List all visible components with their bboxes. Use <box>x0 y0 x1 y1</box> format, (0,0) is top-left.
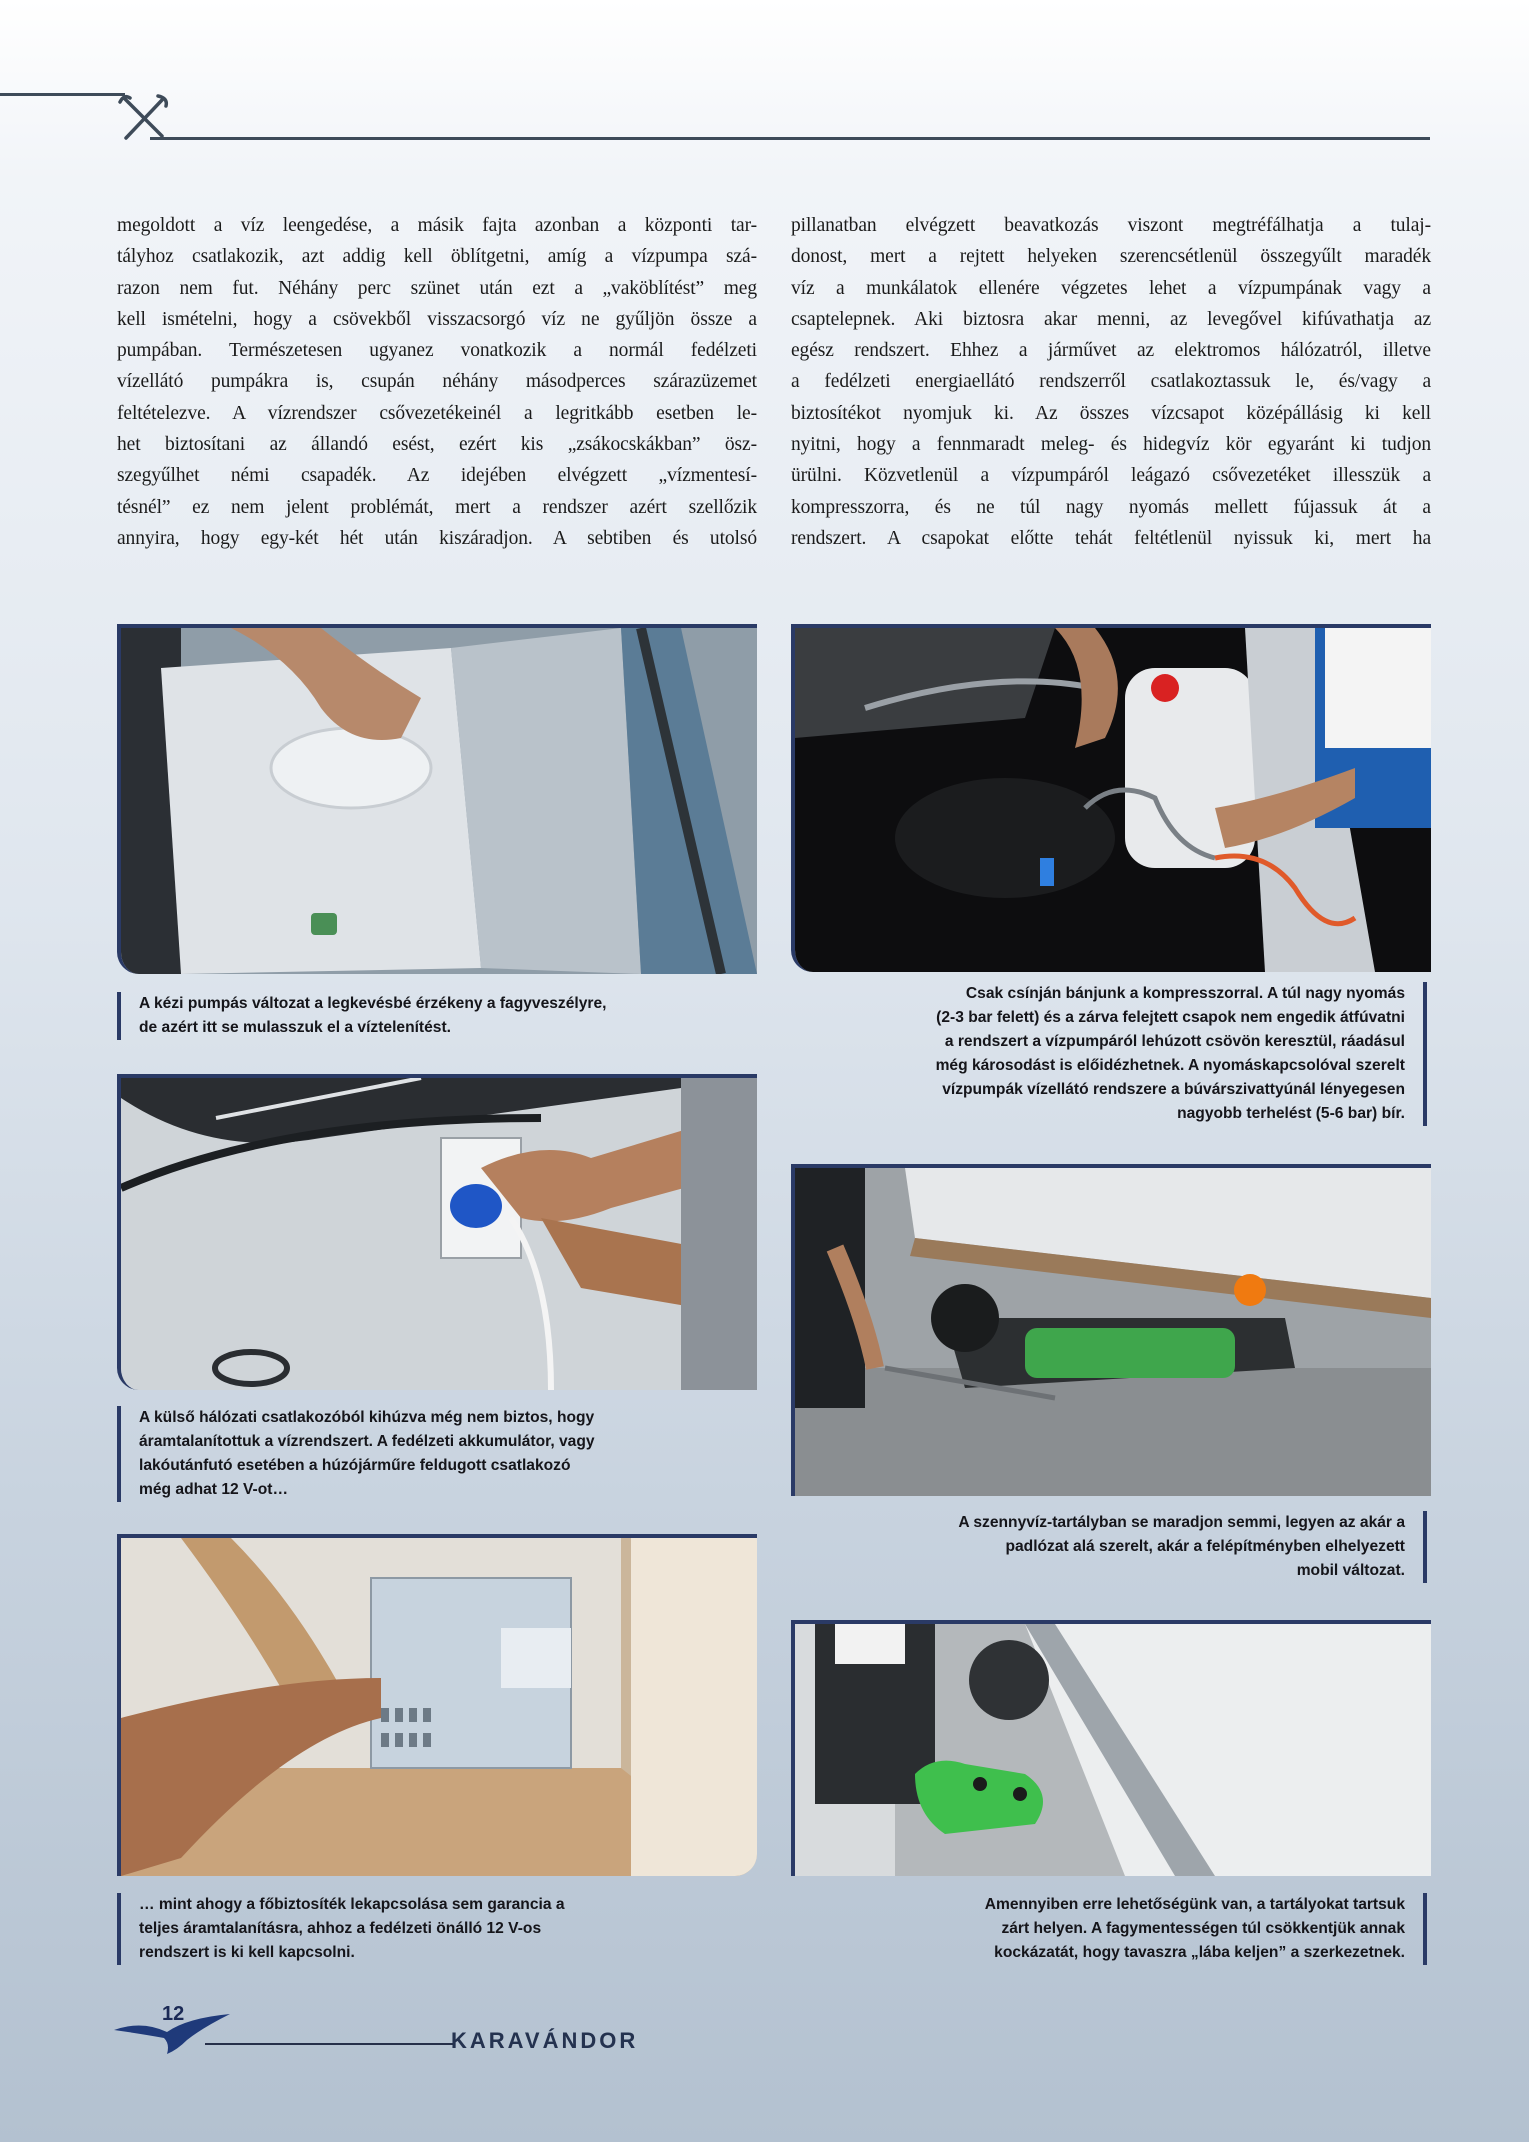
caption-line: kockázatát, hogy tavaszra „lába keljen” a szerkezetnek. <box>994 1944 1405 1961</box>
photo-external-plug <box>117 1074 757 1390</box>
header-rule-left <box>0 93 125 96</box>
caption-line: rendszert is ki kell kapcsolni. <box>139 1944 355 1961</box>
caption-line: A külső hálózati csatlakozóból kihúzva még nem biztos, hogy <box>139 1409 595 1426</box>
text-line: pumpában. Természetesen ugyanez vonatkozik a normál fedélzeti <box>117 340 757 362</box>
caption-line: még károsodást is előidézhetnek. A nyomáskapcsolóval szerelt <box>935 1057 1405 1074</box>
photo-waste-tank <box>791 1164 1431 1496</box>
photo-caption <box>791 982 1427 1126</box>
photo-compressor <box>791 624 1431 972</box>
text-line: kompresszorra, és ne túl nagy nyomás mellett fújassuk át a <box>791 496 1431 518</box>
photo-caption <box>791 1511 1427 1583</box>
caption-line: teljes áramtalanításra, ahhoz a fedélzeti önálló 12 V-os <box>139 1920 542 1937</box>
header-rule <box>150 137 1430 140</box>
photo-caption <box>117 992 759 1040</box>
text-line: rendszert. A csapokat előtte tehát feltétlenül nyissuk ki, mert ha <box>791 527 1431 549</box>
text-line: tésnél” ez nem jelent problémát, mert a rendszer azért szellőzik <box>117 496 757 518</box>
caption-line: Amennyiben erre lehetőségünk van, a tartályokat tartsuk <box>984 1896 1405 1913</box>
photo-green-tank <box>791 1620 1431 1876</box>
text-line: razon nem fut. Néhány perc szünet után ezt a „vaköblítést” meg <box>117 277 757 299</box>
text-line: víz a munkálatok ellenére végzetes lehet a vízpumpának vagy a <box>791 277 1431 299</box>
text-line: csaptelepnek. Aki biztosra akar menni, az levegővel kifúvathatja az <box>791 308 1431 330</box>
caption-line: … mint ahogy a főbiztosíték lekapcsolása sem garancia a <box>139 1896 565 1913</box>
text-line: kell ismételni, hogy a csövekből visszacsorgó víz ne gyűljön össze a <box>117 308 757 330</box>
photo-caption <box>117 1893 759 1965</box>
text-line: het biztosítani az állandó esést, ezért kis „zsákocskákban” ösz- <box>117 434 757 456</box>
magazine-brand: KARAVÁNDOR <box>451 2028 639 2053</box>
caption-line: mobil változat. <box>1296 1562 1405 1579</box>
caption-line: a rendszert a vízpumpáról lehúzott csövön keresztül, ráadásul <box>944 1033 1405 1050</box>
caption-line: padlózat alá szerelt, akár a felépítményben elhelyezett <box>1005 1538 1405 1555</box>
photo-hand-pump <box>117 624 757 974</box>
caption-line: zárt helyen. A fagymentességen túl csökkentjük annak <box>1001 1920 1405 1937</box>
text-line: megoldott a víz leengedése, a másik fajta azonban a központi tar- <box>117 215 757 236</box>
caption-line: de azért itt se mulasszuk el a víztelenítést. <box>139 1019 451 1036</box>
text-line: a fedélzeti energiaellátó rendszerről csatlakoztassuk le, és/vagy a <box>791 371 1431 393</box>
caption-line: (2-3 bar felett) és a zárva felejtett csapok nem engedik átfúvatni <box>936 1009 1405 1026</box>
article-column-right <box>791 210 1431 554</box>
photo-caption <box>117 1406 759 1502</box>
caption-line: nagyobb terhelést (5-6 bar) bír. <box>1177 1105 1405 1122</box>
caption-line: A kézi pumpás változat a legkevésbé érzékeny a fagyveszélyre, <box>139 995 607 1012</box>
text-line: annyira, hogy egy-két hét után kiszáradjon. A sebtiben és utolsó <box>117 527 757 549</box>
caption-line: lakóutánfutó esetében a húzójárműre feldugott csatlakozó <box>139 1457 571 1474</box>
caption-line: még adhat 12 V-ot… <box>139 1481 289 1498</box>
text-line: egész rendszert. Ehhez a járművet az elektromos hálózatról, illetve <box>791 340 1431 362</box>
text-line: szegyűlhet némi csapadék. Az idejében elvégzett „vízmentesí- <box>117 465 757 487</box>
photo-fuse-panel <box>117 1534 757 1876</box>
text-line: ürülni. Közvetlenül a vízpumpáról leágazó csővezetéket illesszük a <box>791 465 1431 487</box>
text-line: nyitni, hogy a fennmaradt meleg- és hidegvíz kör egyaránt ki tudjon <box>791 434 1431 456</box>
footer-rule <box>205 2043 455 2045</box>
text-line: tályhoz csatlakozik, azt addig kell öblítgetni, amíg a vízpumpa szá- <box>117 246 757 268</box>
caption-line: Csak csínján bánjunk a kompresszorral. A túl nagy nyomás <box>965 985 1405 1002</box>
text-line: donost, mert a rejtett helyeken szerencsétlenül összegyűlt maradék <box>791 246 1431 268</box>
caption-line: áramtalanítottuk a vízrendszert. A fedélzeti akkumulátor, vagy <box>139 1433 595 1450</box>
caption-line: vízpumpák vízellátó rendszere a búvárszivattyúnál lényegesen <box>942 1081 1405 1098</box>
text-line: pillanatban elvégzett beavatkozás viszont megtréfálhatja a tulaj- <box>791 215 1431 236</box>
caption-line: A szennyvíz-tartályban se maradjon semmi, legyen az akár a <box>958 1514 1405 1531</box>
text-line: feltételezve. A vízrendszer csővezetékeinél a legritkább esetben le- <box>117 402 757 424</box>
text-line: vízellátó pumpákra is, csupán néhány másodperces szárazüzemet <box>117 371 757 393</box>
photo-caption <box>791 1893 1427 1965</box>
text-line: biztosítékot nyomjuk ki. Az összes vízcsapot középállásig ki kell <box>791 402 1431 424</box>
page-number: 12 <box>162 2003 185 2025</box>
article-column-left <box>117 210 757 554</box>
